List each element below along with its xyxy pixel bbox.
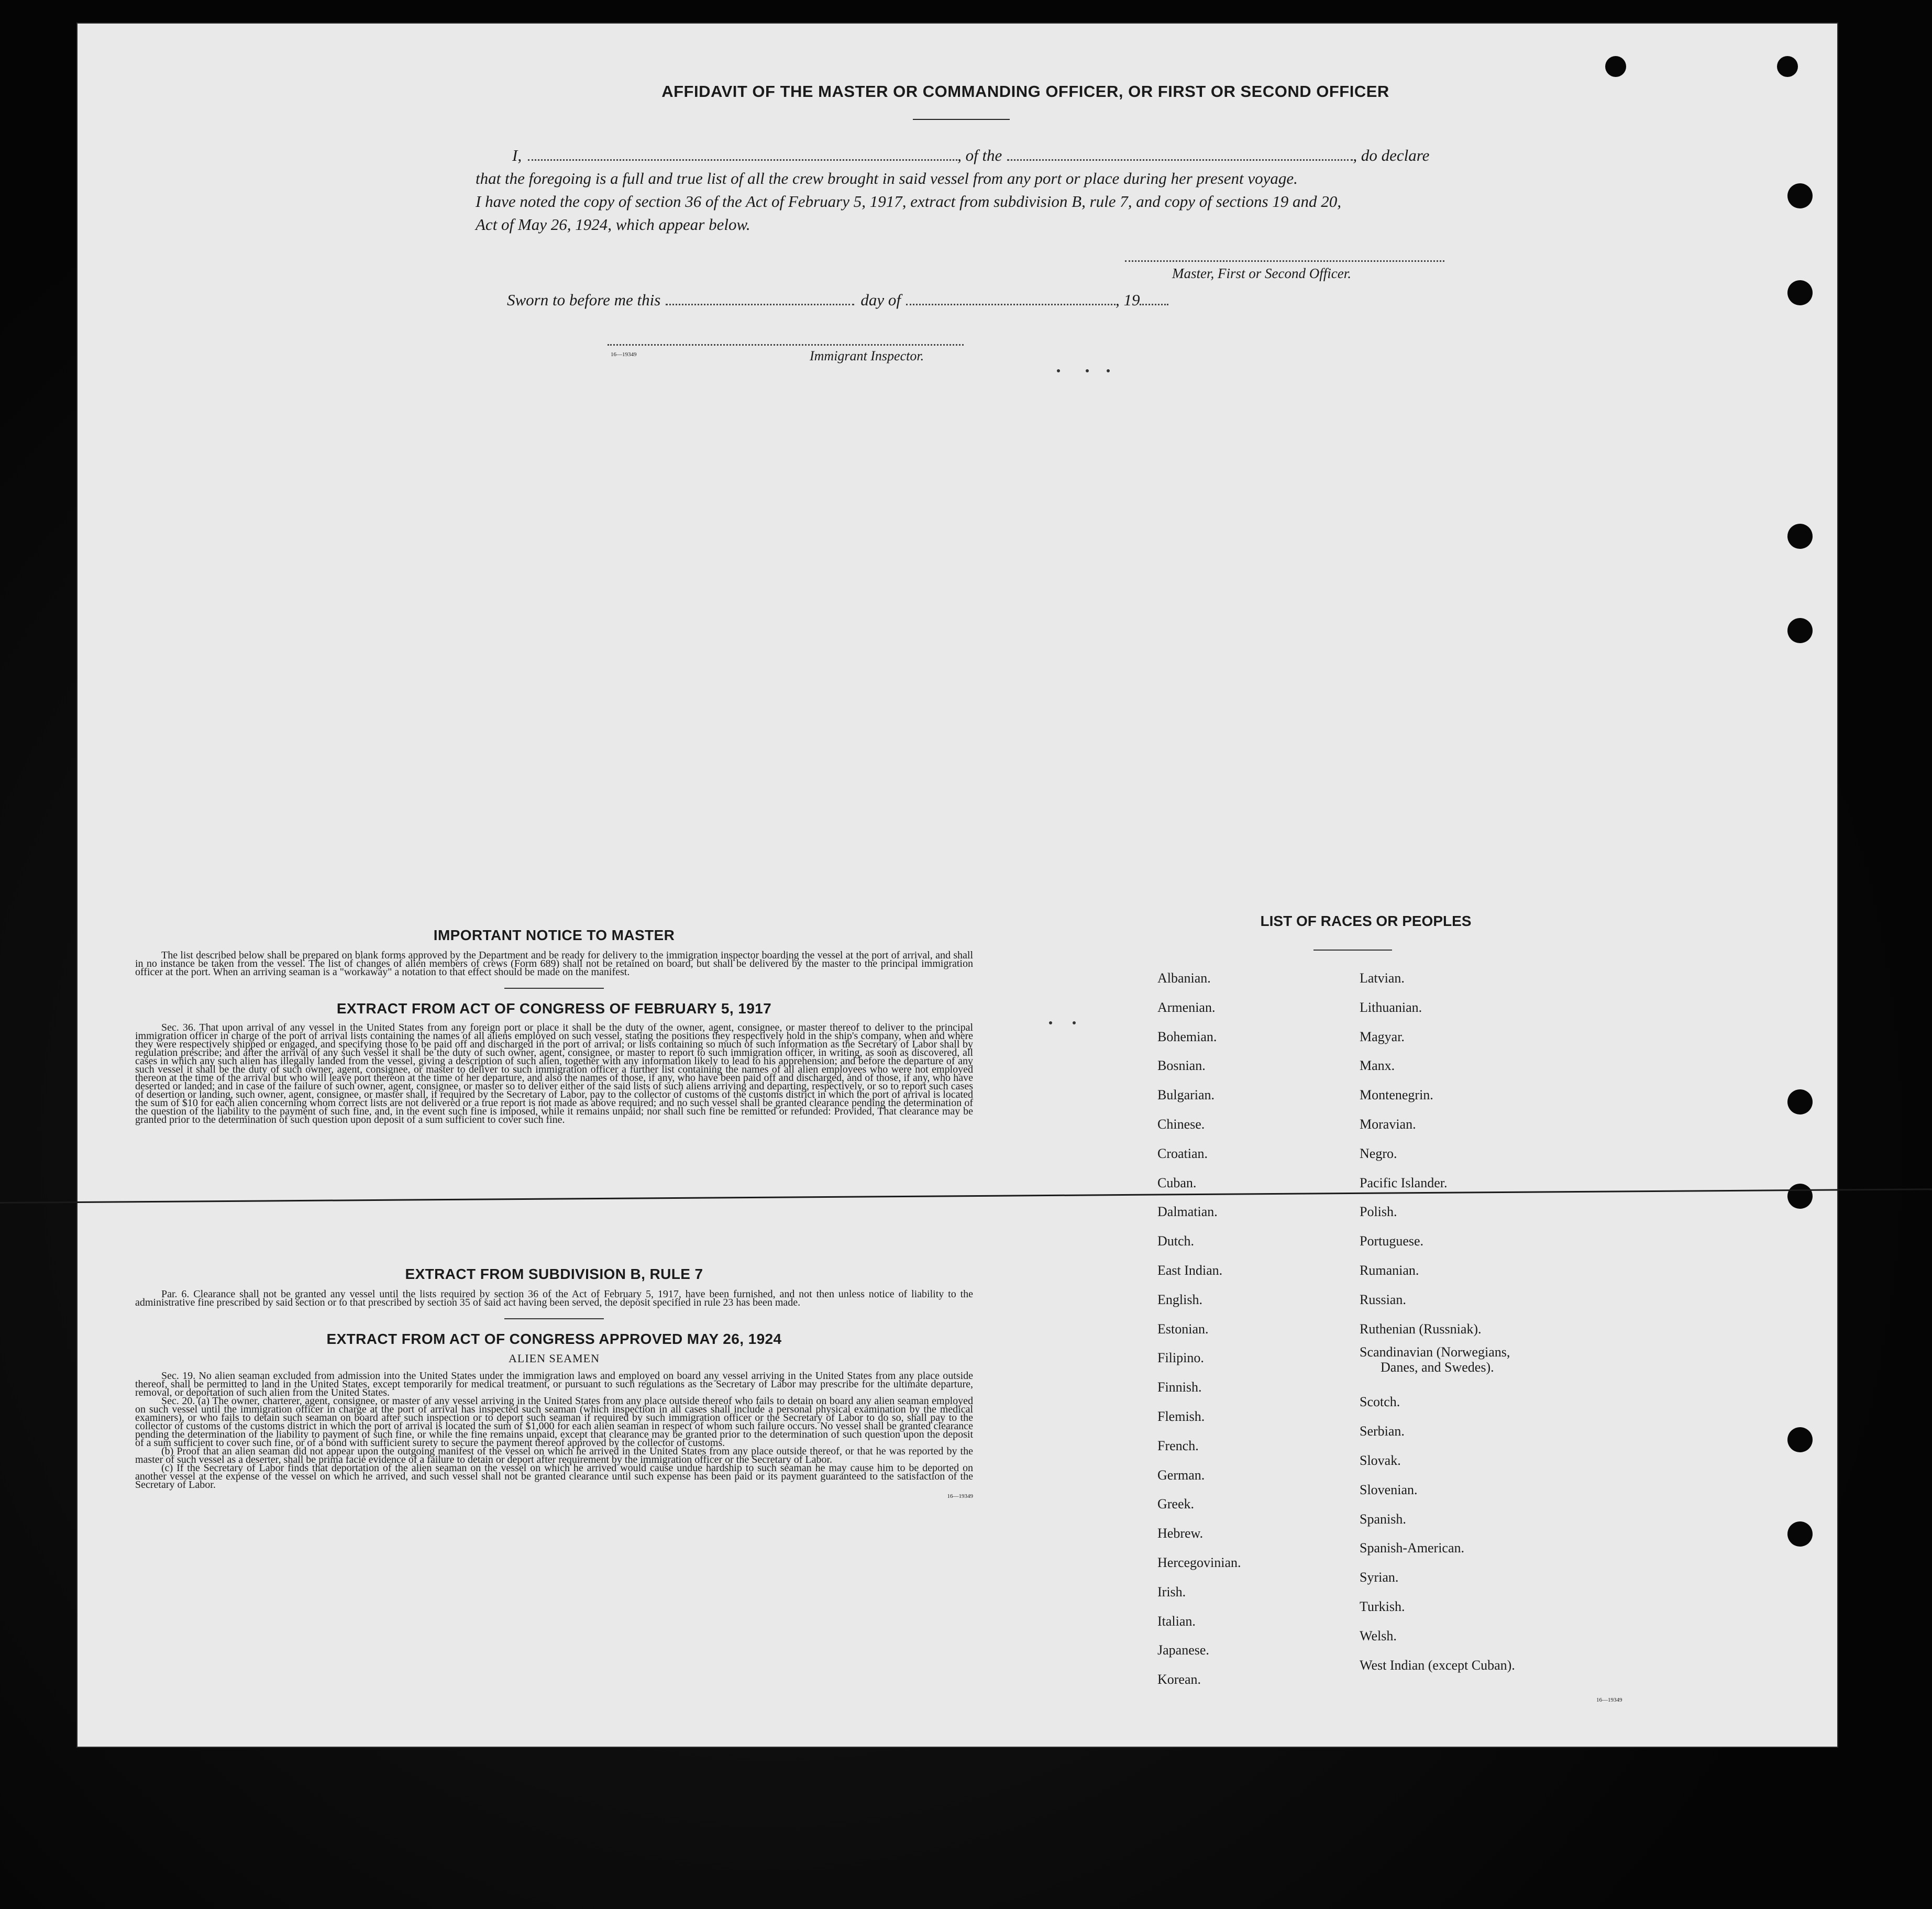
dust-speck [1049, 1021, 1052, 1024]
race-item: Rumanian. [1360, 1262, 1419, 1278]
race-item: Scotch. [1360, 1394, 1400, 1410]
race-item: Polish. [1360, 1204, 1397, 1220]
sworn-label: Sworn to before me this [507, 291, 661, 309]
race-item: Croatian. [1157, 1145, 1208, 1161]
race-item: Moravian. [1360, 1116, 1416, 1132]
affidavit-line-3: I have noted the copy of section 36 of the Act of February 5, 1917, extract from subdivision B, rule 7, and copy of sections 19 and 20, [476, 192, 1342, 211]
punch-hole [1787, 524, 1813, 549]
race-item: Slovenian. [1360, 1482, 1418, 1497]
document-page [78, 24, 1837, 1747]
subdivision-b-section [135, 1266, 973, 1499]
race-item: Russian. [1360, 1292, 1406, 1307]
punch-hole [1605, 56, 1626, 77]
race-item: Irish. [1157, 1584, 1186, 1599]
inspector-signature-field[interactable] [608, 344, 964, 346]
race-item: Hebrew. [1157, 1526, 1204, 1541]
race-item: Greek. [1157, 1496, 1195, 1512]
notice-section [135, 927, 973, 1124]
race-item: Turkish. [1360, 1598, 1405, 1614]
race-item: Dalmatian. [1157, 1204, 1218, 1220]
sec-19-text: Sec. 19. No alien seaman excluded from admission into the United States under the immigration laws and employed on board any vessel arriving in the United States from any place outside thereof, shall be permitted to land in the United States, except temporarily for medical treatment, or pursuant to such regulations as the Secretary of Labor may prescribe for the ultimate departure, removal, or deportation of such alien from the United States. [135, 1370, 973, 1398]
race-item-continued: Danes, and Swedes). [1381, 1360, 1494, 1375]
year-label: , 19 [1115, 291, 1140, 309]
race-item: Lithuanian. [1360, 999, 1422, 1015]
race-item: English. [1157, 1292, 1202, 1307]
section-divider [504, 1318, 604, 1319]
races-left-column [1157, 964, 1241, 1694]
punch-hole [1787, 618, 1813, 643]
race-item: French. [1157, 1438, 1199, 1453]
race-item: Slovak. [1360, 1452, 1401, 1468]
race-item: Bulgarian. [1157, 1087, 1215, 1103]
race-item-scandinavian [1360, 1343, 1515, 1387]
races-right-column [1360, 964, 1515, 1680]
affidavit-line-4: Act of May 26, 1924, which appear below. [476, 215, 750, 234]
punch-hole [1787, 1521, 1813, 1547]
dust-speck [1057, 369, 1060, 372]
punch-hole [1787, 1089, 1813, 1114]
master-name-field[interactable] [528, 159, 957, 161]
day-of-label: day of [860, 291, 901, 309]
sworn-month-field[interactable] [906, 304, 1116, 305]
sworn-year-field[interactable] [1140, 304, 1168, 305]
form-number: 16—19349 [947, 1493, 973, 1499]
sworn-day-field[interactable] [666, 304, 854, 305]
extract-1924-body [135, 1372, 973, 1489]
affidavit-line-2: that the foregoing is a full and true list of all the crew brought in said vessel from any port or place during her present voyage. [476, 169, 1298, 187]
race-item: Hercegovinian. [1157, 1554, 1241, 1570]
race-item: Manx. [1360, 1058, 1395, 1074]
race-item: Serbian. [1360, 1424, 1405, 1439]
affidavit-i: I, [512, 146, 522, 164]
race-item: Ruthenian (Russniak). [1360, 1321, 1482, 1337]
inspector-label: Immigrant Inspector. [810, 348, 924, 363]
race-item: Korean. [1157, 1672, 1201, 1687]
dust-speck [1107, 369, 1110, 372]
extract-1924-subtitle: ALIEN SEAMEN [509, 1352, 600, 1365]
race-item: Finnish. [1157, 1380, 1202, 1395]
form-number: 16—19349 [1596, 1697, 1622, 1703]
punch-hole [1787, 280, 1813, 305]
race-item: Spanish. [1360, 1511, 1406, 1527]
race-item: Magyar. [1360, 1029, 1405, 1044]
punch-hole [1787, 183, 1813, 208]
notice-body [135, 951, 973, 976]
punch-hole [1787, 1427, 1813, 1452]
race-item: West Indian (except Cuban). [1360, 1657, 1515, 1673]
sworn-line [507, 291, 1168, 310]
race-item: Latvian. [1360, 970, 1405, 986]
extract-1917-body [135, 1023, 973, 1124]
sec-20c-text: (c) If the Secretary of Labor finds that deportation of the alien seaman on the vessel on which he arrived would cause undue hardship to such seaman he may cause him to be deported on another vessel at the expense of the vessel on which he arrived, and such vessel shall not be granted clearance until such expense has been paid or its payment guaranteed to the satisfaction of the Secretary of Labor. [135, 1462, 973, 1491]
races-underline [1313, 950, 1392, 951]
race-item: Syrian. [1360, 1570, 1399, 1585]
race-item: Chinese. [1157, 1116, 1205, 1132]
form-number: 16—19349 [611, 351, 637, 358]
race-item: Spanish-American. [1360, 1540, 1465, 1556]
race-item: Filipino. [1157, 1350, 1204, 1366]
extract-1924-title: EXTRACT FROM ACT OF CONGRESS APPROVED MAY 26, 1924 [326, 1331, 782, 1347]
title-underline [913, 119, 1010, 120]
race-item: Cuban. [1157, 1175, 1197, 1190]
dust-speck [1086, 369, 1089, 372]
dust-speck [1073, 1021, 1076, 1024]
race-item: Bohemian. [1157, 1029, 1217, 1044]
subdivision-b-body [135, 1290, 973, 1307]
sec-20a-text: Sec. 20. (a) The owner, charterer, agent, consignee, or master of any vessel arriving in the United States from any place outside thereof who fails to detain on board any alien seaman employed on such vessel until the immigration officer in charge at the port of arrival has inspected such seaman (which inspection in all cases shall include a personal physical examination by the medical examiners), or who fails to detain such seaman on board after such inspection or to deport such seaman if required by such immigration officer or the Secretary of Labor to do so, shall pay to the collector of customs of the customs district in which the port of arrival is located the sum of $1,000 for each alien seaman in respect of whom such failure occurs. No vessel shall be granted clearance pending the determination of the liability to payment of such fine, or while the fine remains unpaid, except that clearance may be granted prior to the determination of such question upon the deposit of a sum sufficient to cover such fine, or of a bond with sufficient surety to secure the payment thereof approved by the collector of customs. [135, 1395, 973, 1449]
signature-label: Master, First or Second Officer. [1172, 266, 1351, 281]
race-item: Pacific Islander. [1360, 1175, 1448, 1190]
affidavit-do-declare: , do declare [1353, 146, 1430, 164]
race-item: Bosnian. [1157, 1058, 1206, 1074]
notice-text: The list described below shall be prepared on blank forms approved by the Department and be ready for delivery to the immigration inspector boarding the vessel at the port of arrival, and shall in no instance be taken from the vessel. The list of changes of alien members of crews (Form 689) shall not be retained on board, but shall be delivered by the master to the principal immigration officer at the port. When an arriving seaman is a "workaway" a notation to that effect should be made on the manifest. [135, 950, 973, 978]
race-item: Estonian. [1157, 1321, 1209, 1337]
race-item: Negro. [1360, 1145, 1397, 1161]
punch-hole [1787, 1184, 1813, 1209]
sec-20b-text: (b) Proof that an alien seaman did not appear upon the outgoing manifest of the vessel on which he arrived in the United States from any place outside thereof, or that he was reported by the master of such vessel as a deserter, shall be prima facie evidence of a failure to detain or deport after requirement by the immigration officer or the Secretary of Labor. [135, 1445, 973, 1465]
race-item: Italian. [1157, 1613, 1196, 1629]
race-item: Flemish. [1157, 1408, 1205, 1424]
affidavit-of-the: , of the [957, 146, 1002, 164]
master-signature-field[interactable] [1125, 260, 1444, 262]
race-item: Scandinavian (Norwegians, [1360, 1344, 1510, 1360]
race-item: Dutch. [1157, 1233, 1195, 1249]
notice-title: IMPORTANT NOTICE TO MASTER [433, 927, 675, 943]
section-divider [504, 988, 604, 989]
race-item: Portuguese. [1360, 1233, 1424, 1249]
race-item: German. [1157, 1467, 1205, 1483]
vessel-name-field[interactable] [1007, 159, 1353, 161]
punch-hole [1777, 56, 1798, 77]
race-item: Welsh. [1360, 1628, 1397, 1643]
race-item: Armenian. [1157, 999, 1216, 1015]
extract-1917-text: Sec. 36. That upon arrival of any vessel in the United States from any foreign port or place it shall be the duty of the owner, agent, consignee, or master thereof to deliver to the principal immigration officer in charge of the port of arrival lists containing the names of all aliens employed on such vessel, stating the positions they respectively hold in the ship's company, when and where they were respectively shipped or engaged, and specifying those to be paid off and discharged in the port of arrival; or lists containing so much of such information as the Secretary of Labor shall by regulation prescribe; and after the arrival of any such vessel it shall be the duty of such owner, agent, consignee, or master to report to such immigration officer, in writing, as soon as discovered, all cases in which any such alien has illegally landed from the vessel, giving a description of such alien, together with any information likely to lead to his apprehension; and before the departure of any such vessel it shall be the duty of such owner, agent, consignee, or master to deliver to such immigration officer a further list containing the names of all alien employees who were not employed thereon at the time of the arrival but who will leave port thereon at the time of her departure, and also the names of those, if any, who have been paid off and discharged, and of those, if any, who have deserted or landed; and in case of the failure of such owner, agent, consignee, or master so to deliver either of the said lists of such aliens arriving and departing, respectively, or so to report such cases of desertion or landing, such owner, agent, consignee, or master shall, if required by the Secretary of Labor, pay to the collector of customs of the customs district in which the port of arrival is located the sum of $10 for each alien concerning whom correct lists are not delivered or a true report is not made as above required; and no such vessel shall be granted clearance pending the determination of the question of the liability to the payment of such fine, and, in the event such fine is imposed, while it remains unpaid; nor shall such fine be remitted or refunded: Provided, That clearance may be granted prior to the determination of such question upon deposit of a sum sufficient to cover such fine. [135, 1022, 973, 1125]
race-item: Montenegrin. [1360, 1087, 1433, 1103]
affidavit-title: AFFIDAVIT OF THE MASTER OR COMMANDING OFFICER, OR FIRST OR SECOND OFFICER [661, 82, 1389, 101]
races-title: LIST OF RACES OR PEOPLES [1260, 913, 1472, 929]
affidavit-text [476, 144, 1523, 236]
subdivision-b-text: Par. 6. Clearance shall not be granted any vessel until the lists required by section 36 of the Act of February 5, 1917, have been furnished, and not then unless notice of liability to the administrative fine prescribed by said section or to that prescribed by section 35 of said act having been served, the deposit specified in rule 23 has been made. [135, 1288, 973, 1308]
subdivision-b-title: EXTRACT FROM SUBDIVISION B, RULE 7 [405, 1266, 703, 1282]
extract-1917-title: EXTRACT FROM ACT OF CONGRESS OF FEBRUARY 5, 1917 [336, 1000, 772, 1017]
race-item: Albanian. [1157, 970, 1211, 986]
race-item: East Indian. [1157, 1262, 1223, 1278]
race-item: Japanese. [1157, 1642, 1209, 1658]
